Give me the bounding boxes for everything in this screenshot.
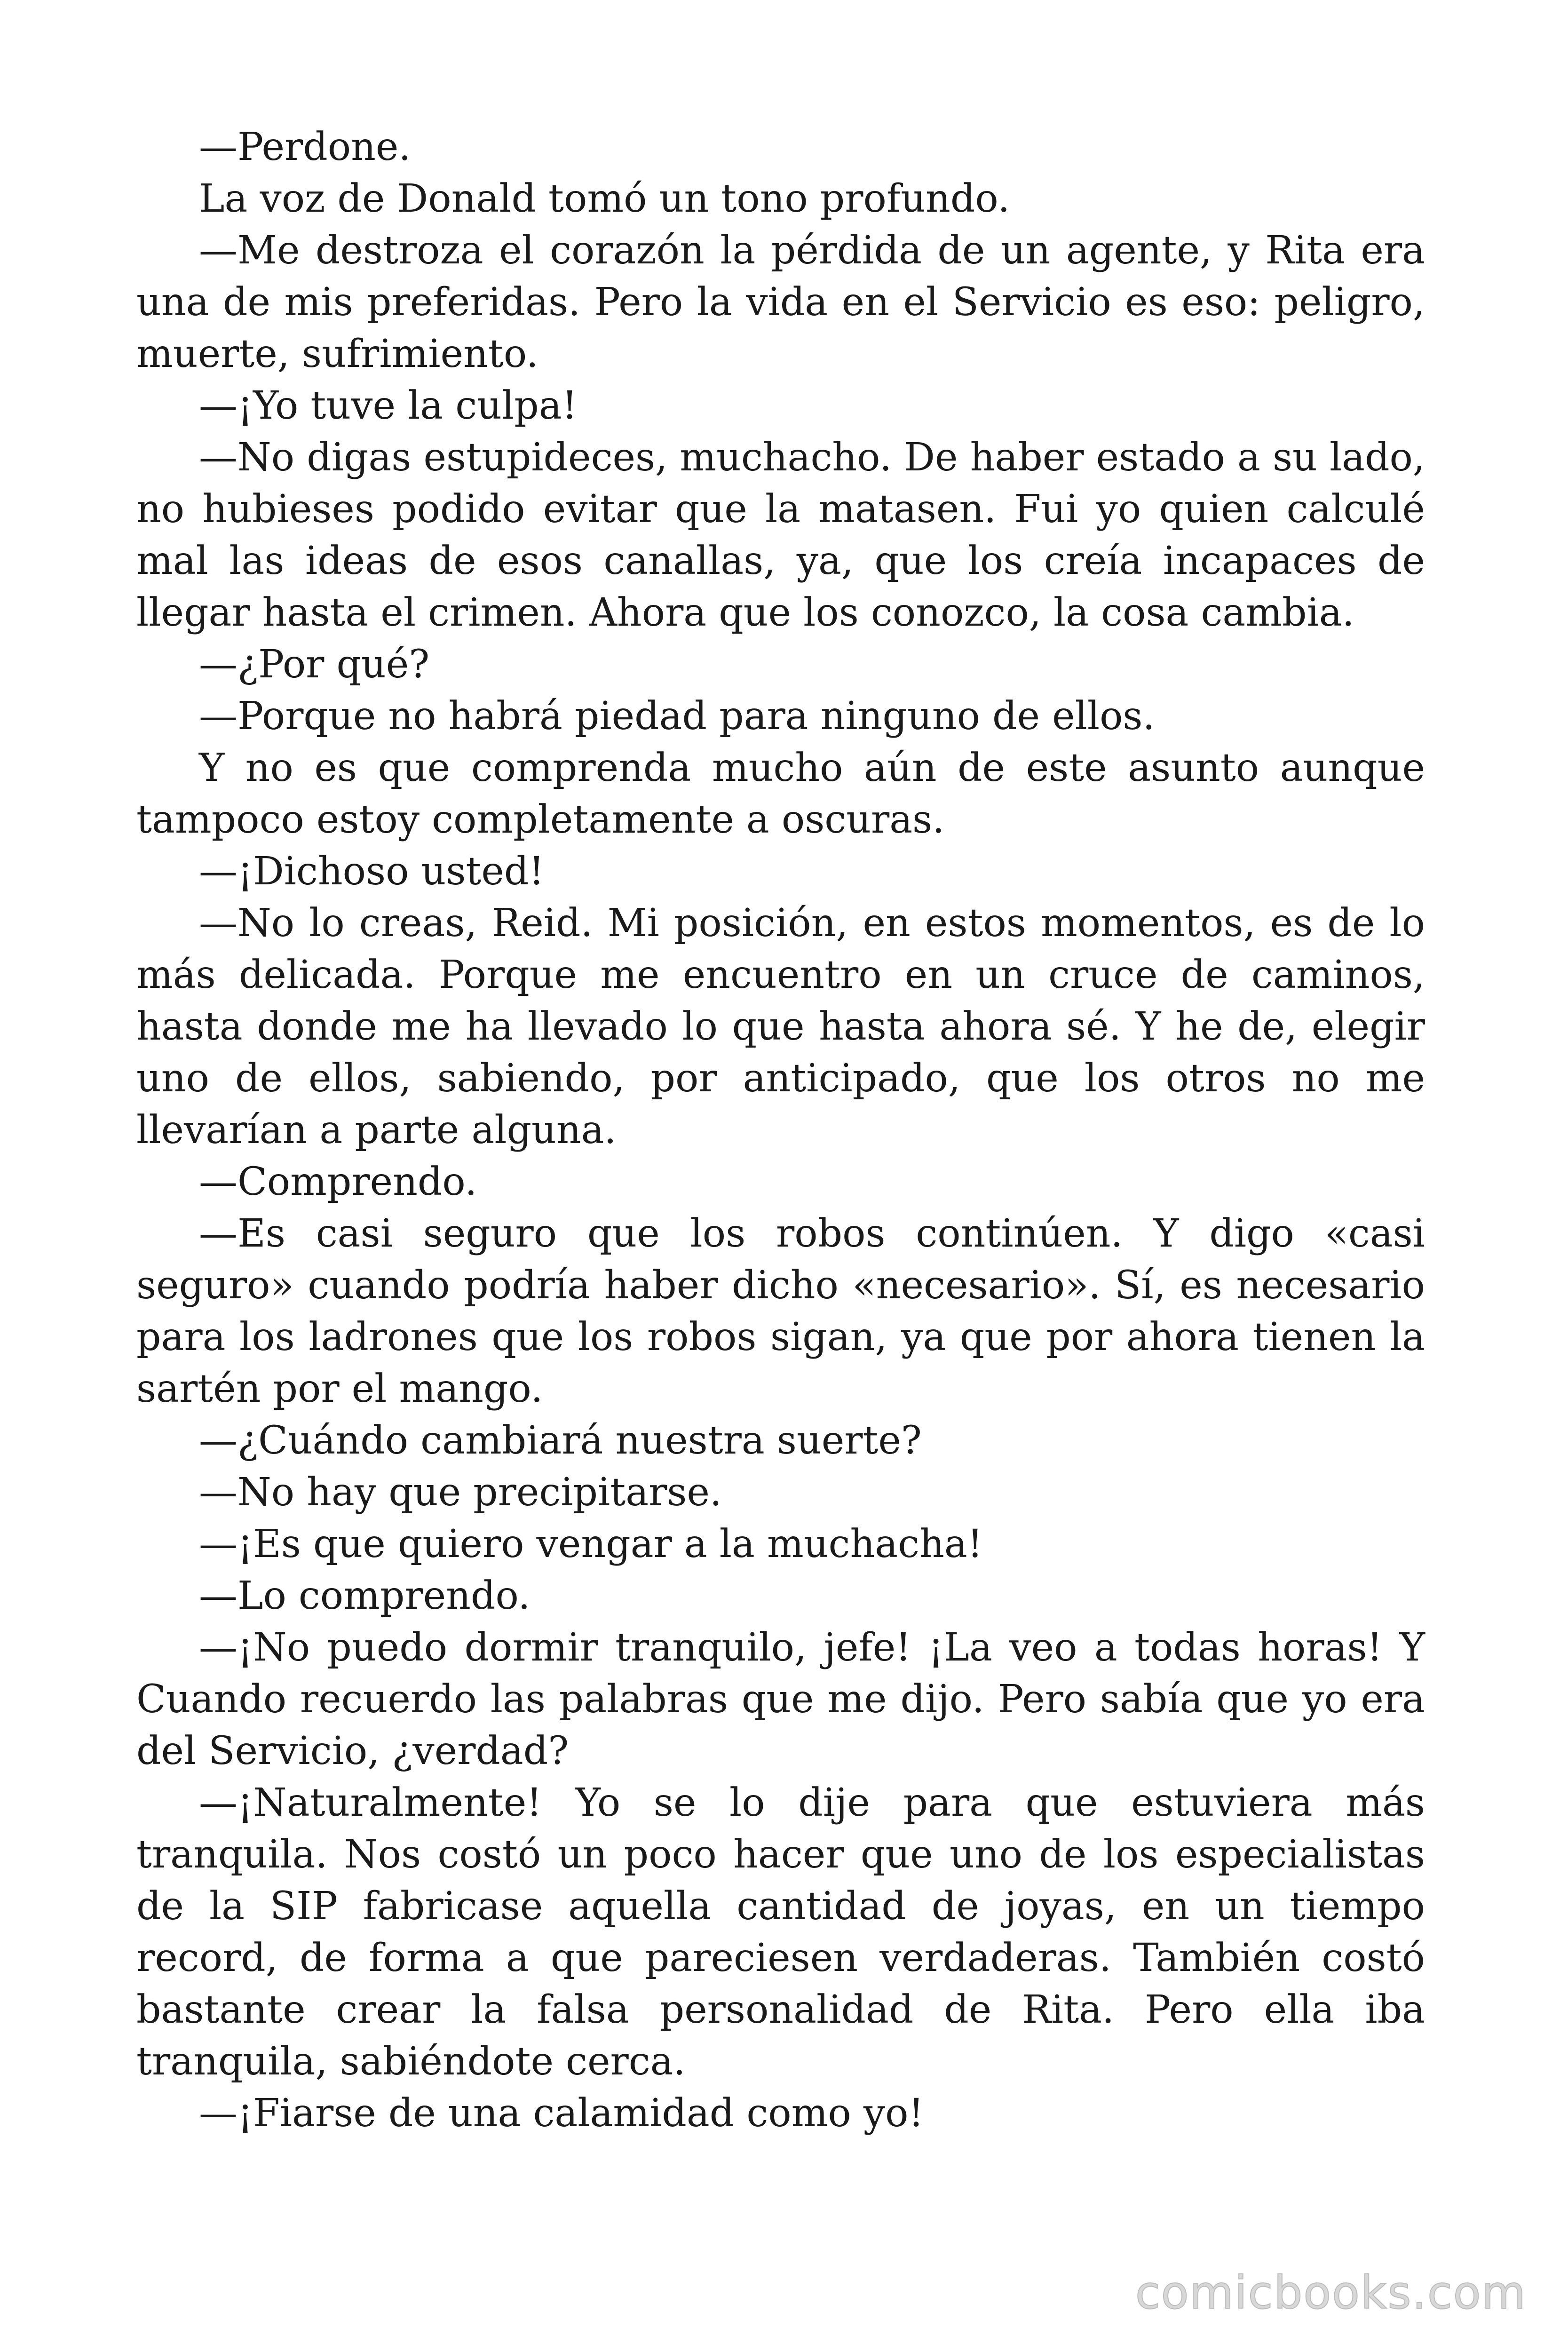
- paragraph: —Me destroza el corazón la pérdida de un agente, y Rita era una de mis preferidas. Pero la vida en el Servicio es eso: peligro, muerte, sufrimiento.: [136, 228, 1425, 376]
- watermark: comicbooks.com: [1135, 2266, 1527, 2319]
- paragraph: —Porque no habrá piedad para ninguno de ellos.: [199, 694, 1155, 739]
- paragraph: —¡Naturalmente! Yo se lo dije para que estuviera más tranquila. Nos costó un poco hacer que uno de los especialistas de la SIP fabricase aquella cantidad de joyas, en un tiempo record, de forma a que pareciesen verdaderas. También costó bastante crear la falsa personalidad de Rita. Pero ella iba tranquila, sabiéndote cerca.: [136, 1780, 1425, 2084]
- body-text: [136, 121, 1425, 2139]
- paragraph: —¡No puedo dormir tranquilo, jefe! ¡La veo a todas horas! Y Cuando recuerdo las palabras que me dijo. Pero sabía que yo era del Servicio, ¿verdad?: [136, 1625, 1425, 1773]
- paragraph: Y no es que comprenda mucho aún de este asunto aunque tampoco estoy completamente a oscuras.: [136, 746, 1425, 842]
- paragraph: —Es casi seguro que los robos continúen. Y digo «casi seguro» cuando podría haber dicho «necesario». Sí, es necesario para los ladrones que los robos sigan, ya que por ahora tienen la sartén por el mango.: [136, 1211, 1425, 1411]
- paragraph: —¡Yo tuve la culpa!: [199, 383, 578, 428]
- paragraph: —¿Por qué?: [199, 642, 430, 687]
- paragraph: —Perdone.: [199, 125, 411, 169]
- paragraph: —No lo creas, Reid. Mi posición, en estos momentos, es de lo más delicada. Porque me encuentro en un cruce de caminos, hasta donde me ha llevado lo que hasta ahora sé. Y he de, elegir uno de ellos, sabiendo, por anticipado, que los otros no me llevarían a parte alguna.: [136, 901, 1425, 1152]
- paragraph: —¡Es que quiero vengar a la muchacha!: [199, 1522, 983, 1566]
- paragraph: —No digas estupideces, muchacho. De haber estado a su lado, no hubieses podido evitar que la matasen. Fui yo quien calculé mal las ideas de esos canallas, ya, que los creía incapaces de llegar hasta el crimen. Ahora que los conozco, la cosa cambia.: [136, 435, 1425, 635]
- paragraph: —¡Dichoso usted!: [199, 849, 545, 894]
- paragraph: —Lo comprendo.: [199, 1573, 531, 1618]
- paragraph: La voz de Donald tomó un tono profundo.: [199, 176, 1010, 221]
- paragraph: —¿Cuándo cambiará nuestra suerte?: [199, 1418, 922, 1463]
- paragraph: —No hay que precipitarse.: [199, 1470, 722, 1515]
- paragraph: —Comprendo.: [199, 1160, 477, 1204]
- paragraph: —¡Fiarse de una calamidad como yo!: [199, 2091, 924, 2136]
